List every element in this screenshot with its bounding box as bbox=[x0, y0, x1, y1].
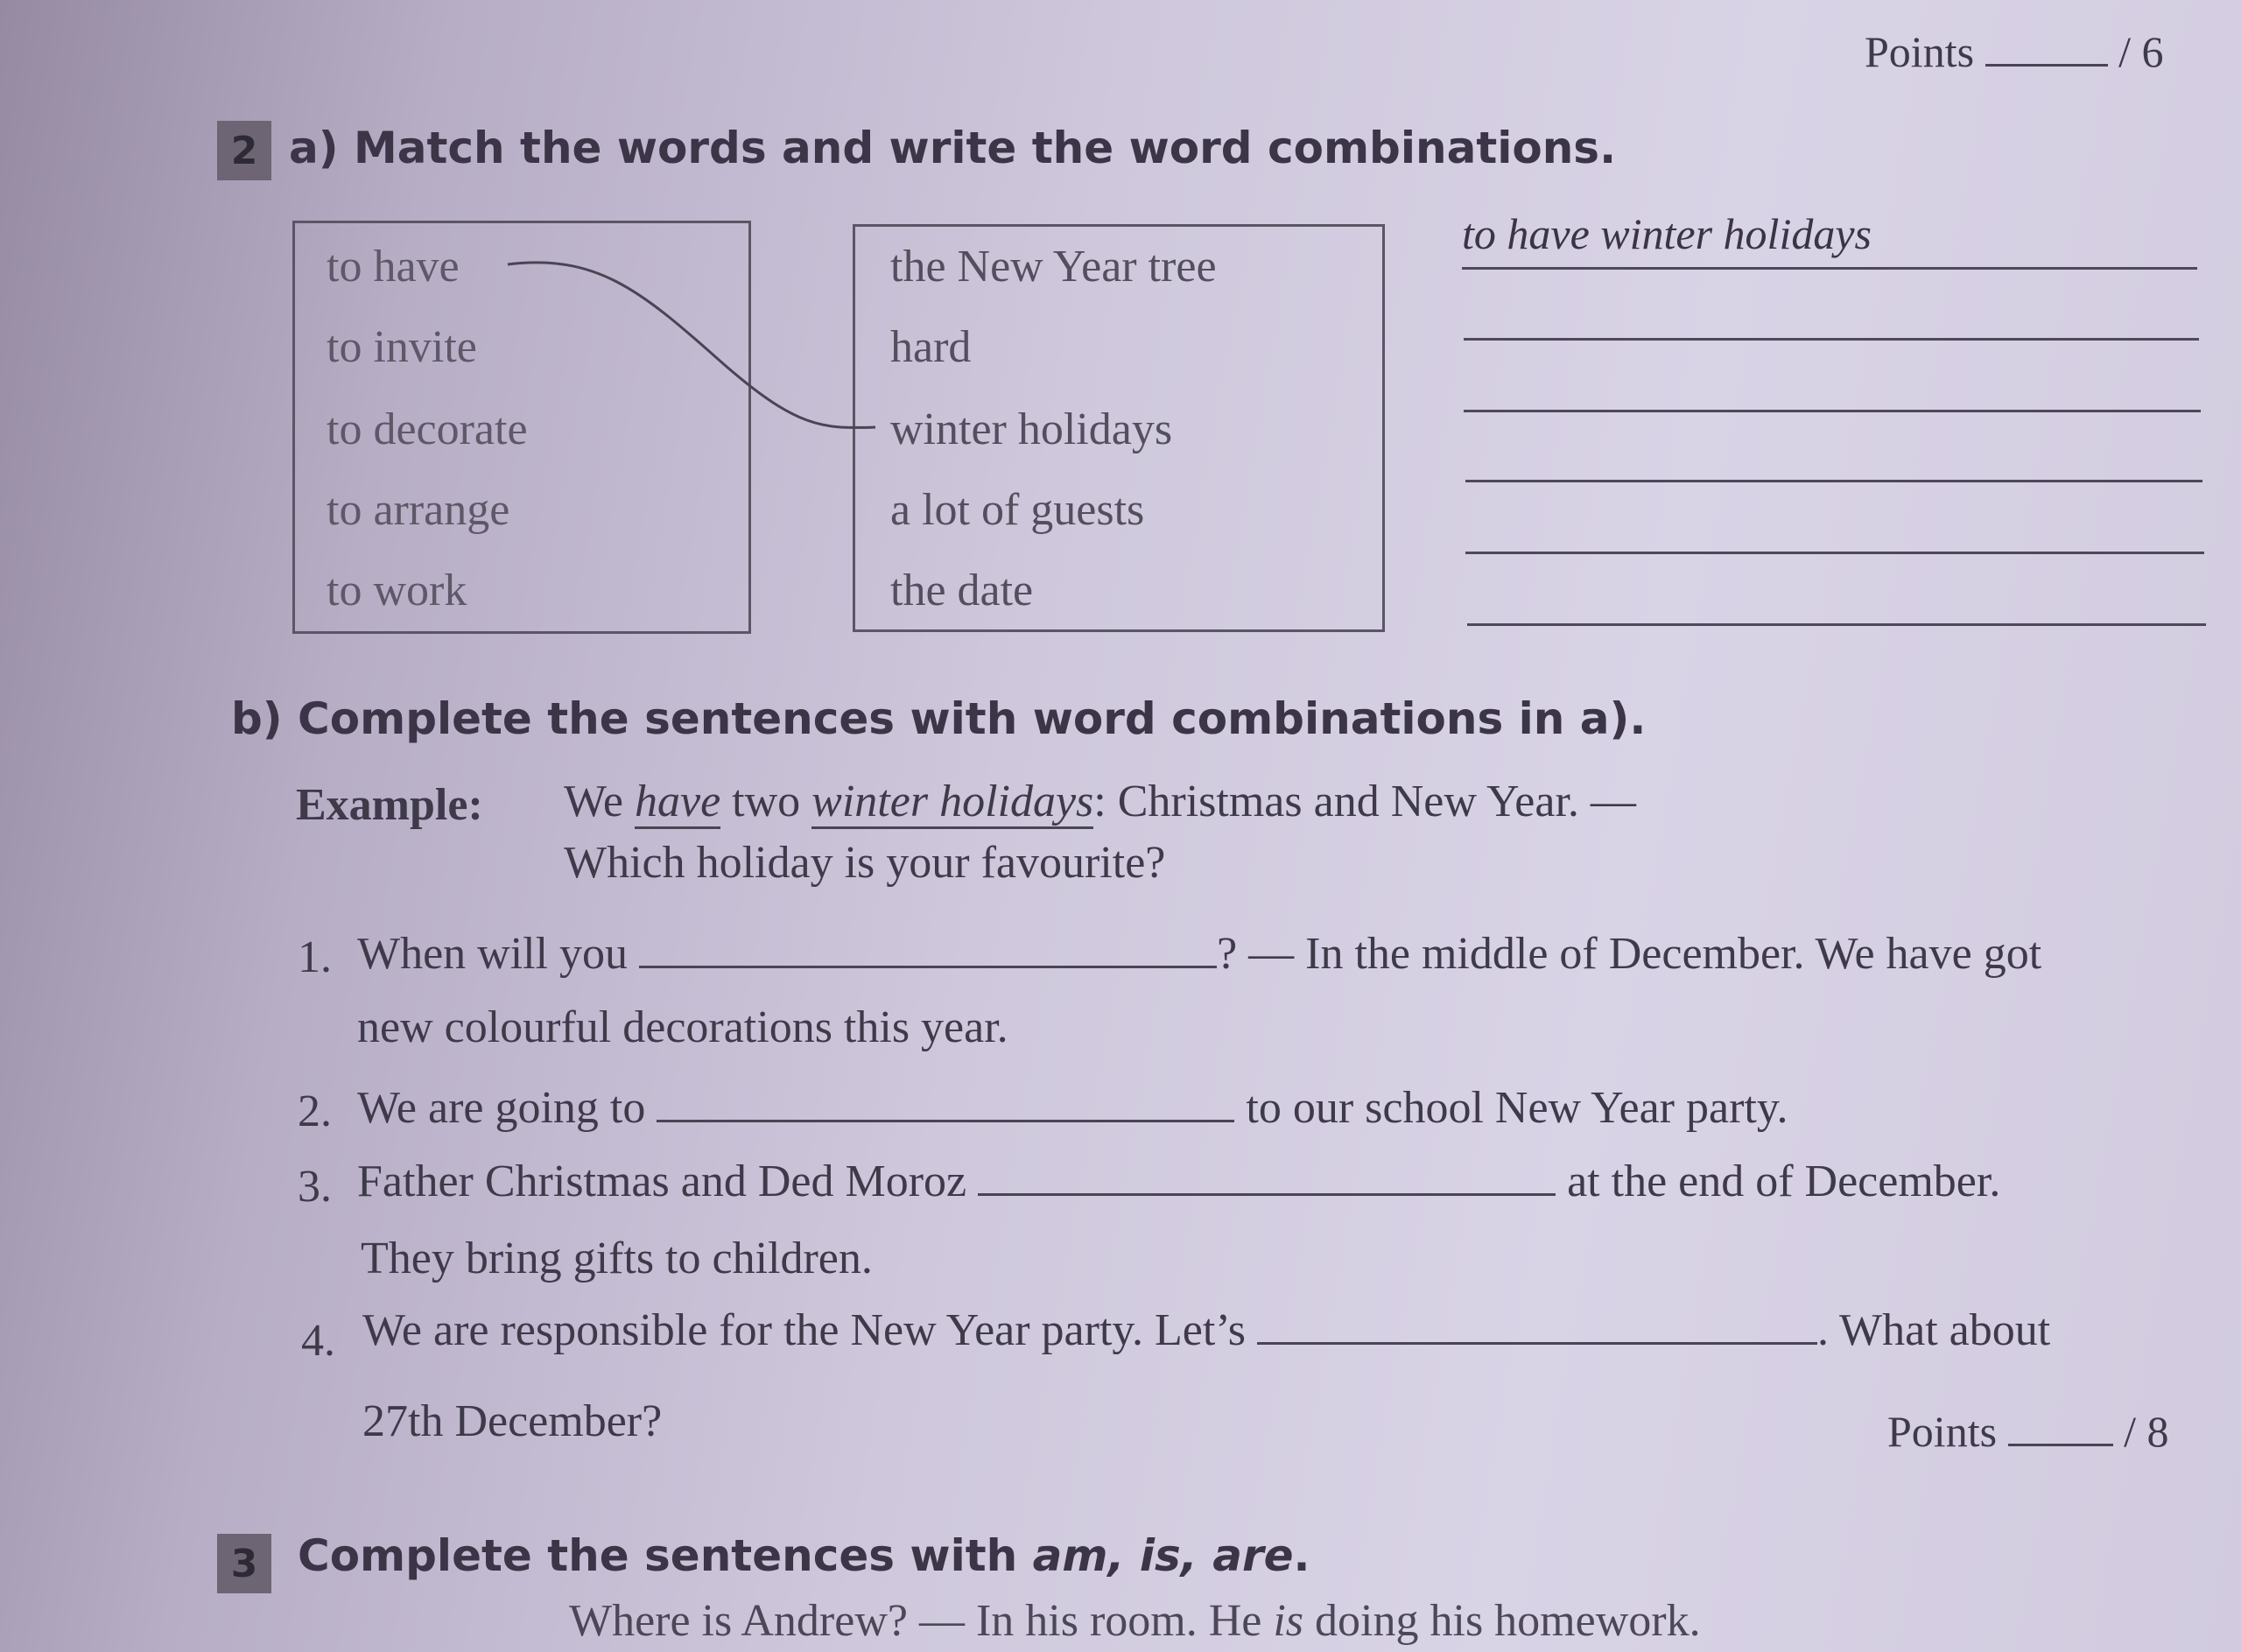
sentence-text: We are responsible for the New Year party. Let’s bbox=[362, 1305, 1246, 1355]
example-answer: to have winter holidays bbox=[1462, 209, 1872, 258]
sentence-3-line bbox=[357, 1156, 2000, 1207]
example-text: : Christmas and New Year. — bbox=[1093, 777, 1636, 826]
answer-line[interactable] bbox=[1465, 480, 2202, 482]
heading-text: . bbox=[1293, 1530, 1310, 1581]
points-top bbox=[1865, 26, 2163, 77]
answer-line[interactable] bbox=[1465, 552, 2204, 554]
left-word[interactable]: to work bbox=[327, 566, 467, 615]
example-verb: have bbox=[635, 777, 720, 829]
left-word[interactable]: to have bbox=[327, 242, 460, 292]
points-blank[interactable] bbox=[2008, 1409, 2113, 1446]
example-text: two bbox=[720, 777, 812, 826]
sentence-4-cont: 27th December? bbox=[362, 1396, 663, 1446]
sentence-text: at the end of December. bbox=[1567, 1156, 2001, 1206]
points-blank[interactable] bbox=[1985, 29, 2108, 67]
sentence-text: ? — In the middle of December. We have got bbox=[1217, 929, 2042, 979]
example-label: Example: bbox=[296, 780, 483, 830]
points-mid bbox=[1887, 1406, 2168, 1457]
sentence-text: Father Christmas and Ded Moroz bbox=[357, 1156, 967, 1206]
right-word[interactable]: the New Year tree bbox=[890, 242, 1217, 292]
example-verb: is bbox=[1273, 1596, 1304, 1646]
example-text: Where is Andrew? — In his room. He bbox=[569, 1596, 1274, 1646]
sentence-2-blank[interactable] bbox=[657, 1085, 1234, 1122]
answer-line[interactable] bbox=[1462, 267, 2197, 270]
points-total: / 8 bbox=[2124, 1407, 2169, 1456]
sentence-text: to our school New Year party. bbox=[1246, 1083, 1788, 1133]
right-word[interactable]: hard bbox=[890, 322, 972, 372]
sentence-4-number: 4. bbox=[301, 1316, 335, 1366]
left-word[interactable]: to invite bbox=[327, 322, 477, 372]
right-words-box bbox=[853, 224, 1385, 632]
answer-line[interactable] bbox=[1467, 623, 2206, 626]
sentence-3-blank[interactable] bbox=[978, 1158, 1556, 1196]
left-word[interactable]: to arrange bbox=[327, 485, 510, 535]
right-word[interactable]: winter holidays bbox=[890, 404, 1173, 454]
task3-example bbox=[569, 1595, 1701, 1647]
points-label: Points bbox=[1887, 1407, 1998, 1456]
points-total: / 6 bbox=[2118, 27, 2164, 76]
example-line-1 bbox=[564, 776, 1636, 827]
sentence-2-number: 2. bbox=[298, 1086, 332, 1136]
example-noun: winter holidays bbox=[811, 777, 1093, 829]
right-word[interactable]: a lot of guests bbox=[890, 485, 1145, 535]
right-word[interactable]: the date bbox=[890, 566, 1034, 615]
answer-line[interactable] bbox=[1464, 338, 2199, 341]
match-line bbox=[490, 254, 893, 446]
heading-text: Complete the sentences with bbox=[298, 1530, 1033, 1581]
task3-heading bbox=[298, 1530, 1310, 1581]
task-number-3: 3 bbox=[217, 1534, 271, 1593]
sentence-1-line bbox=[357, 928, 2041, 980]
example-line-2: Which holiday is your favourite? bbox=[564, 838, 1166, 888]
points-label: Points bbox=[1865, 27, 1975, 76]
answer-line[interactable] bbox=[1464, 410, 2201, 412]
task-number-2: 2 bbox=[217, 121, 271, 180]
sentence-3-cont: They bring gifts to children. bbox=[361, 1234, 873, 1283]
sentence-1-cont: new colourful decorations this year. bbox=[357, 1002, 1008, 1052]
sentence-text: . What about bbox=[1817, 1305, 2051, 1355]
sentence-1-blank[interactable] bbox=[639, 931, 1217, 968]
example-text: We bbox=[564, 777, 635, 826]
sentence-2-line bbox=[357, 1082, 1788, 1134]
task2-heading-b: b) Complete the sentences with word combinations in a). bbox=[231, 693, 1647, 744]
task2-heading-a: a) Match the words and write the word combinations. bbox=[289, 123, 1617, 173]
sentence-4-blank[interactable] bbox=[1257, 1307, 1817, 1345]
left-word[interactable]: to decorate bbox=[327, 404, 528, 454]
sentence-text: When will you bbox=[357, 929, 629, 979]
sentence-text: We are going to bbox=[357, 1083, 646, 1133]
heading-words: am, is, are bbox=[1032, 1530, 1294, 1581]
sentence-4-line bbox=[362, 1304, 2050, 1356]
example-text: doing his homework. bbox=[1303, 1596, 1701, 1646]
sentence-3-number: 3. bbox=[298, 1162, 332, 1212]
sentence-1-number: 1. bbox=[298, 932, 332, 982]
